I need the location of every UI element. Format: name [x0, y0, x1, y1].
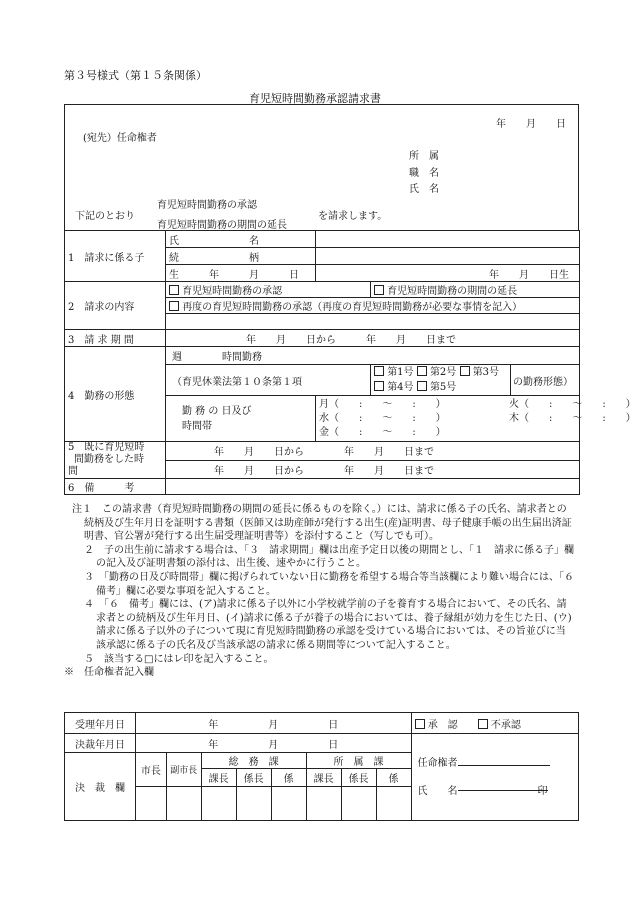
content-option-2[interactable]: 育児短時間勤務の期間の延長: [371, 282, 580, 298]
content-option-3[interactable]: 再度の育児短時間勤務の承認（再度の育児短時間勤務が必要な事情を記入）: [166, 298, 580, 314]
remarks-label: 6 備 考: [65, 479, 166, 495]
page-title: 育児短時間勤務承認請求書: [249, 92, 381, 105]
checkbox[interactable]: [460, 366, 470, 376]
work-form-suffix: の勤務形態）: [511, 365, 580, 396]
seal-cell[interactable]: [136, 787, 167, 821]
received-date-label: 受理年月日: [65, 713, 136, 734]
note-5: ５ 該当する□にはレ印を記入すること。: [84, 653, 274, 665]
general-affairs-label: 総 務 課: [201, 753, 306, 769]
header-box: [64, 104, 579, 231]
seal-cell[interactable]: [201, 787, 236, 821]
checkbox[interactable]: [417, 366, 427, 376]
work-form-label: 4 勤務の形態: [65, 347, 166, 442]
seal-cell[interactable]: [341, 787, 376, 821]
appointer-block: 任命権者 氏 名 印: [411, 734, 579, 821]
request-prefix: 下記のとおり: [75, 211, 135, 222]
reject-checkbox[interactable]: [478, 719, 488, 729]
kessai-label: 決 裁 欄: [65, 753, 136, 821]
seal-cell[interactable]: [236, 787, 271, 821]
content-option-1[interactable]: 育児短時間勤務の承認: [166, 282, 371, 298]
date-line: 年 月 日: [496, 119, 566, 130]
received-date-field[interactable]: 年 月 日: [136, 713, 412, 734]
deputy-mayor-label: 副市長: [166, 753, 201, 787]
workday-schedule[interactable]: 月（ : 〜 : ） 火（ : 〜 : ） 水（ : 〜 : ） 木（ : 〜 : ） 金（ : 〜 : ）: [316, 396, 580, 442]
checkbox[interactable]: [417, 381, 427, 391]
approve-checkbox[interactable]: [415, 719, 425, 729]
remarks-field[interactable]: [166, 479, 580, 495]
somu-kakaricho: 係長: [236, 769, 271, 787]
request-option-approval: 育児短時間勤務の承認: [157, 200, 257, 211]
checkbox[interactable]: [374, 285, 384, 295]
content-reason-field[interactable]: [166, 314, 580, 330]
office-table: [64, 712, 579, 821]
seal-cell[interactable]: [376, 787, 411, 821]
checkbox[interactable]: [374, 381, 384, 391]
seal-cell[interactable]: [166, 787, 201, 821]
child-name-label: 氏 名: [166, 231, 316, 248]
period-label: 3 請 求 期 間: [65, 330, 166, 347]
office-heading: ※ 任命権者記入欄: [64, 667, 154, 679]
note-4: ４ 「６ 備考」欄には、(ア)請求に係る子以外に小学校就学前の子を養育する場合において、その氏名、請求者との続柄及び生年月日、(イ)請求に係る子が養子の場合においては、養子縁組が効力を生じた日、(ウ)請求に係る子以外の子について現に育児短時間勤務の承認を受けている場合においては、その旨並びに当該承認に係る子の氏名及び当該承認の請求に係る期間等について記入すること。: [84, 599, 572, 651]
checkbox[interactable]: [169, 285, 179, 295]
notes: [64, 503, 584, 680]
note-3: ３ 「勤務の日及び時間帯」欄に掲げられていない日に勤務を希望する場合等当該欄により難い場合には、「６ 備考」欄に必要な事項を記入すること。: [84, 571, 584, 597]
checkbox[interactable]: [374, 366, 384, 376]
prior-period-field-2[interactable]: 年 月 日から 年 月 日まで: [166, 460, 580, 479]
child-relation-label: 続 柄: [166, 248, 316, 265]
request-suffix: を請求します。: [318, 211, 388, 222]
shozoku-kacho: 課長: [306, 769, 341, 787]
job-title-label: 職 名: [409, 168, 439, 179]
child-birth-label: 生 年 月 日: [166, 265, 316, 282]
checkbox[interactable]: [169, 301, 179, 311]
work-form-options: 第1号 第2号 第3号 第4号 第5号: [371, 365, 511, 396]
approval-options: 承 認 不承認: [411, 713, 579, 734]
law-reference: （育児休業法第１０条第１項: [166, 365, 371, 396]
affiliation-label: 所 属: [409, 151, 439, 162]
child-relation-field[interactable]: [316, 248, 580, 265]
decision-date-label: 決裁年月日: [65, 734, 136, 753]
child-name-field[interactable]: [316, 231, 580, 248]
department-label: 所 属 課: [306, 753, 411, 769]
shozoku-kakaricho: 係長: [341, 769, 376, 787]
somu-kakari: 係: [271, 769, 306, 787]
content-label: 2 請求の内容: [65, 282, 166, 330]
seal-cell[interactable]: [271, 787, 306, 821]
name-label: 氏 名: [409, 184, 439, 195]
somu-kacho: 課長: [201, 769, 236, 787]
workday-label: 勤 務 の 日及び 時間帯: [166, 396, 316, 442]
prior-period-label: 5 既に育児短時 間勤務をした時 間: [65, 442, 166, 479]
mayor-label: 市長: [136, 753, 167, 787]
request-option-extension: 育児短時間勤務の期間の延長: [157, 220, 287, 231]
decision-date-field[interactable]: 年 月 日: [136, 734, 412, 753]
note-2: ２ 子の出生前に請求する場合は、「３ 請求期間」欄は出産予定日以後の期間とし、「１ 請求に係る子」欄の記入及び証明書類の添付は、出生後、速やかに行うこと。: [84, 544, 574, 570]
form-number: 第３号様式（第１５条関係）: [64, 69, 207, 82]
prior-period-field-1[interactable]: 年 月 日から 年 月 日まで: [166, 442, 580, 461]
child-label: 1 請求に係る子: [65, 231, 166, 282]
child-birth-field[interactable]: 年 月 日生: [316, 265, 580, 282]
period-field[interactable]: 年 月 日から 年 月 日まで: [166, 330, 580, 347]
shozoku-kakari: 係: [376, 769, 411, 787]
weekly-hours-field[interactable]: 週 時間勤務: [166, 347, 580, 365]
note-1: 注１ この請求書（育児短時間勤務の期間の延長に係るものを除く。）には、請求に係る子の氏名、請求者との続柄及び生年月日を証明する書類（医師又は助産師が発行する出生(産)証明書、母子健康手帳の出生届出済証明書、官公署が発行する出生届受理証明書等）を添付すること（写しでも可）。: [72, 504, 572, 543]
request-table: [64, 230, 636, 495]
seal-cell[interactable]: [306, 787, 341, 821]
addressee: (宛先）任命権者: [83, 133, 157, 144]
